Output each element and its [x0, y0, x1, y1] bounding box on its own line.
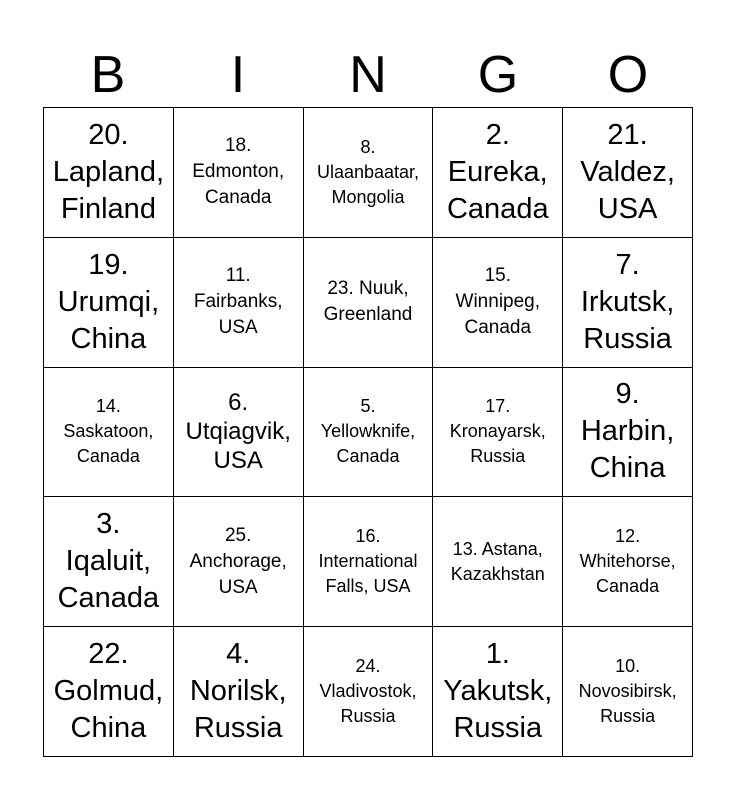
bingo-grid [43, 107, 693, 757]
bingo-cell[interactable]: 4. Norilsk, Russia [174, 627, 304, 757]
header-letter-n: N [349, 46, 387, 104]
bingo-cell[interactable]: 21. Valdez, USA [563, 108, 693, 238]
bingo-cell[interactable]: 25. Anchorage, USA [174, 497, 304, 627]
bingo-cell[interactable]: 10. Novosibirsk, Russia [563, 627, 693, 757]
header-letter-i: I [230, 46, 246, 104]
bingo-cell[interactable]: 14. Saskatoon, Canada [44, 368, 174, 498]
bingo-cell[interactable]: 19. Urumqi, China [44, 238, 174, 368]
header-letter-b: B [90, 46, 126, 104]
bingo-cell[interactable]: 24. Vladivostok, Russia [304, 627, 434, 757]
bingo-header [43, 42, 693, 108]
bingo-cell[interactable]: 22. Golmud, China [44, 627, 174, 757]
header-letter-g: G [477, 46, 519, 104]
bingo-cell[interactable]: 2. Eureka, Canada [433, 108, 563, 238]
bingo-cell[interactable]: 16. International Falls, USA [304, 497, 434, 627]
bingo-cell[interactable]: 17. Kronayarsk, Russia [433, 368, 563, 498]
bingo-cell[interactable]: 15. Winnipeg, Canada [433, 238, 563, 368]
bingo-cell[interactable]: 13. Astana, Kazakhstan [433, 497, 563, 627]
bingo-cell[interactable]: 5. Yellowknife, Canada [304, 368, 434, 498]
bingo-cell[interactable]: 7. Irkutsk, Russia [563, 238, 693, 368]
bingo-cell[interactable]: 6. Utqiagvik, USA [174, 368, 304, 498]
bingo-cell[interactable]: 20. Lapland, Finland [44, 108, 174, 238]
header-letter-o: O [607, 46, 649, 104]
bingo-cell[interactable]: 23. Nuuk, Greenland [304, 238, 434, 368]
bingo-cell[interactable]: 8. Ulaanbaatar, Mongolia [304, 108, 434, 238]
bingo-cell[interactable]: 18. Edmonton, Canada [174, 108, 304, 238]
bingo-cell[interactable]: 11. Fairbanks, USA [174, 238, 304, 368]
bingo-cell[interactable]: 9. Harbin, China [563, 368, 693, 498]
bingo-cell[interactable]: 12. Whitehorse, Canada [563, 497, 693, 627]
bingo-cell[interactable]: 3. Iqaluit, Canada [44, 497, 174, 627]
bingo-cell[interactable]: 1. Yakutsk, Russia [433, 627, 563, 757]
